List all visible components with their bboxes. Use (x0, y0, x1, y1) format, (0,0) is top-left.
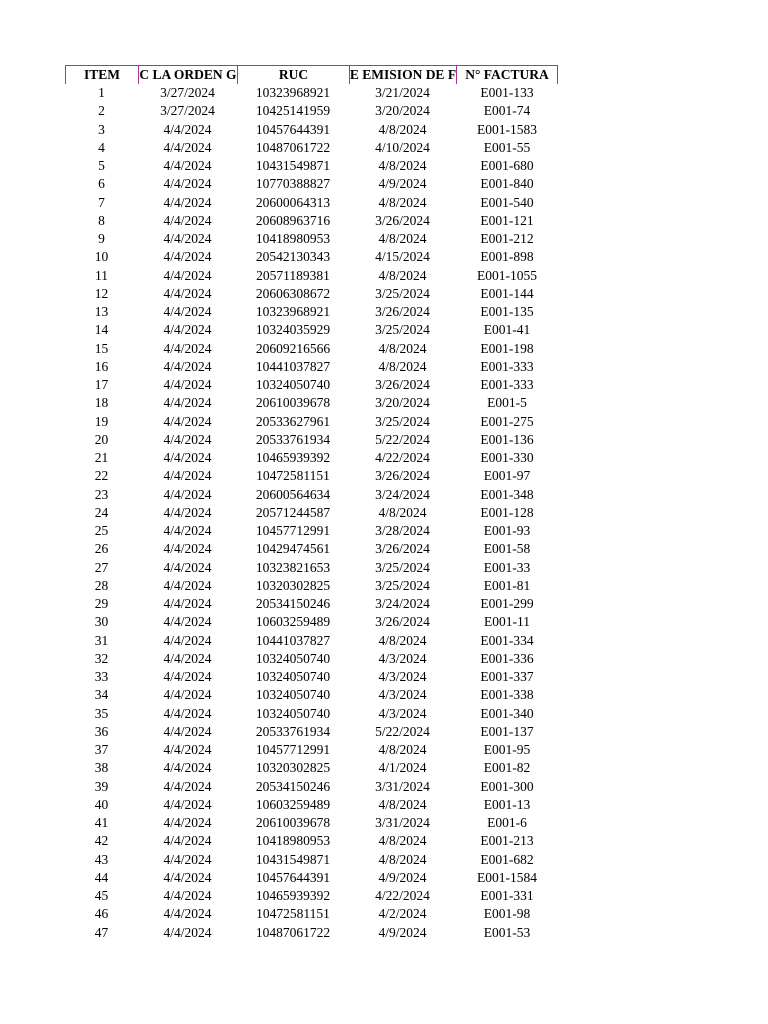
cell-order-date: 4/4/2024 (163, 687, 212, 703)
table-row (65, 759, 558, 777)
cell-order-date: 4/4/2024 (163, 523, 212, 538)
table-row (65, 741, 558, 759)
cell-issue-date: 4/22/2024 (375, 450, 430, 465)
cell-item: 5 (98, 158, 105, 173)
cell-item: 11 (95, 267, 108, 283)
cell-issue-date: 4/10/2024 (375, 139, 430, 155)
cell-order-date: 4/4/2024 (163, 249, 212, 265)
cell-item: 14 (94, 322, 109, 338)
cell-invoice-number: E001-340 (480, 705, 534, 721)
header-issue-date: E EMISION DE F (349, 67, 456, 82)
table-row (65, 705, 558, 723)
cell-ruc: 10323821653 (255, 559, 331, 575)
cell-order-date: 4/4/2024 (163, 450, 212, 465)
table-row (65, 723, 558, 741)
cell-ruc: 10487061722 (255, 139, 331, 155)
cell-invoice-number: E001-5 (487, 395, 527, 411)
cell-issue-date: 4/1/2024 (378, 760, 427, 776)
cell-item: 4 (98, 139, 105, 155)
cell-order-date: 4/4/2024 (163, 650, 212, 666)
cell-order-date: 4/4/2024 (163, 723, 212, 739)
cell-ruc: 20533627961 (255, 413, 331, 429)
cell-issue-date: 3/26/2024 (375, 541, 430, 557)
cell-ruc: 10324050740 (255, 650, 331, 666)
cell-ruc: 10487061722 (255, 924, 331, 940)
cell-invoice-number: E001-58 (483, 541, 531, 557)
table-row (65, 431, 558, 449)
table-row (65, 449, 558, 467)
cell-item: 34 (94, 687, 109, 703)
cell-item: 24 (94, 504, 109, 520)
cell-ruc: 20533761934 (255, 431, 331, 447)
cell-issue-date: 3/26/2024 (375, 468, 430, 484)
cell-ruc: 10324050740 (255, 687, 331, 703)
cell-item: 19 (94, 413, 109, 429)
cell-item: 23 (94, 486, 109, 502)
table-row (65, 632, 558, 650)
cell-item: 28 (94, 577, 109, 593)
cell-ruc: 20542130343 (255, 249, 331, 265)
cell-ruc: 10770388827 (255, 176, 331, 192)
cell-issue-date: 3/21/2024 (375, 85, 430, 100)
cell-invoice-number: E001-6 (487, 815, 527, 830)
cell-order-date: 4/4/2024 (163, 796, 212, 812)
cell-issue-date: 3/25/2024 (375, 559, 430, 575)
cell-item: 47 (94, 924, 109, 940)
table-row (65, 905, 558, 923)
cell-issue-date: 4/9/2024 (378, 869, 427, 885)
table-row (65, 157, 558, 175)
cell-item: 37 (94, 742, 109, 757)
cell-ruc: 20534150246 (255, 778, 331, 794)
cell-issue-date: 3/31/2024 (375, 815, 430, 830)
table-row (65, 540, 558, 558)
cell-item: 7 (98, 194, 105, 210)
table-row (65, 522, 558, 540)
cell-issue-date: 3/20/2024 (375, 103, 430, 119)
cell-ruc: 10457712991 (255, 742, 331, 757)
table-row (65, 668, 558, 686)
cell-order-date: 4/4/2024 (163, 559, 212, 575)
cell-issue-date: 3/25/2024 (375, 577, 430, 593)
cell-ruc: 20609216566 (255, 340, 331, 356)
cell-item: 39 (94, 778, 109, 794)
cell-invoice-number: E001-348 (480, 486, 534, 502)
cell-item: 35 (94, 705, 109, 721)
cell-ruc: 20533761934 (255, 723, 331, 739)
cell-ruc: 10425141959 (255, 103, 331, 119)
cell-item: 10 (94, 249, 109, 265)
cell-invoice-number: E001-33 (483, 559, 531, 575)
cell-item: 30 (94, 614, 109, 630)
cell-item: 40 (94, 796, 109, 812)
cell-item: 26 (94, 541, 109, 557)
cell-item: 41 (94, 815, 109, 830)
cell-order-date: 4/4/2024 (163, 139, 212, 155)
cell-order-date: 4/4/2024 (163, 377, 212, 392)
cell-invoice-number: E001-338 (480, 687, 534, 703)
cell-ruc: 20534150246 (255, 596, 331, 611)
cell-issue-date: 4/9/2024 (378, 176, 427, 192)
cell-order-date: 4/4/2024 (163, 833, 212, 849)
cell-ruc: 10324035929 (255, 322, 331, 338)
table-row (65, 796, 558, 814)
cell-item: 25 (94, 523, 109, 538)
cell-ruc: 20610039678 (255, 395, 331, 411)
cell-invoice-number: E001-133 (480, 85, 534, 100)
cell-invoice-number: E001-137 (480, 723, 534, 739)
cell-invoice-number: E001-128 (480, 504, 534, 520)
cell-issue-date: 4/15/2024 (375, 249, 430, 265)
cell-issue-date: 3/26/2024 (375, 377, 430, 392)
table-row (65, 613, 558, 631)
cell-invoice-number: E001-1055 (477, 267, 537, 283)
cell-issue-date: 4/8/2024 (378, 796, 427, 812)
cell-order-date: 4/4/2024 (163, 541, 212, 557)
cell-invoice-number: E001-41 (483, 322, 531, 338)
table-row (65, 248, 558, 266)
cell-invoice-number: E001-331 (480, 888, 534, 903)
cell-item: 46 (94, 906, 109, 922)
cell-invoice-number: E001-898 (480, 249, 534, 265)
table-row (65, 303, 558, 321)
cell-order-date: 4/4/2024 (163, 358, 212, 374)
table-row (65, 121, 558, 139)
table-row (65, 84, 558, 102)
cell-invoice-number: E001-840 (480, 176, 534, 192)
cell-invoice-number: E001-299 (480, 596, 534, 611)
cell-invoice-number: E001-275 (480, 413, 534, 429)
cell-invoice-number: E001-53 (483, 924, 531, 940)
cell-order-date: 4/4/2024 (163, 212, 212, 228)
cell-issue-date: 4/8/2024 (378, 194, 427, 210)
cell-issue-date: 4/8/2024 (378, 231, 427, 246)
cell-item: 36 (94, 723, 109, 739)
table-row (65, 267, 558, 285)
cell-issue-date: 4/3/2024 (378, 705, 427, 721)
cell-invoice-number: E001-13 (483, 796, 531, 812)
cell-issue-date: 3/26/2024 (375, 304, 430, 319)
cell-invoice-number: E001-333 (480, 358, 534, 374)
cell-order-date: 4/4/2024 (163, 413, 212, 429)
table-row (65, 887, 558, 905)
cell-ruc: 10418980953 (255, 833, 331, 849)
cell-item: 12 (94, 285, 109, 301)
cell-ruc: 20608963716 (255, 212, 331, 228)
cell-order-date: 4/4/2024 (163, 395, 212, 411)
cell-order-date: 4/4/2024 (163, 869, 212, 885)
cell-item: 1 (98, 85, 105, 100)
cell-invoice-number: E001-98 (483, 906, 531, 922)
cell-item: 38 (94, 760, 109, 776)
cell-order-date: 4/4/2024 (163, 285, 212, 301)
table-row (65, 577, 558, 595)
cell-order-date: 4/4/2024 (163, 760, 212, 776)
header-order-date: C LA ORDEN G (139, 67, 237, 82)
invoice-table (65, 65, 558, 942)
table-row (65, 321, 558, 339)
cell-ruc: 20610039678 (255, 815, 331, 830)
cell-item: 44 (94, 869, 109, 885)
cell-order-date: 4/4/2024 (163, 614, 212, 630)
cell-invoice-number: E001-136 (480, 431, 534, 447)
cell-order-date: 4/4/2024 (163, 176, 212, 192)
cell-ruc: 10324050740 (255, 377, 331, 392)
table-row (65, 814, 558, 832)
cell-invoice-number: E001-198 (480, 340, 534, 356)
cell-invoice-number: E001-74 (483, 103, 531, 119)
cell-item: 42 (94, 833, 109, 849)
cell-ruc: 10320302825 (255, 760, 331, 776)
cell-issue-date: 4/8/2024 (378, 158, 427, 173)
table-row (65, 851, 558, 869)
table-row (65, 175, 558, 193)
header-invoice-number: N° FACTURA (456, 66, 558, 84)
table-row (65, 139, 558, 157)
cell-item: 45 (94, 888, 109, 903)
cell-item: 27 (94, 559, 109, 575)
cell-ruc: 10431549871 (255, 851, 331, 867)
cell-issue-date: 5/22/2024 (375, 723, 430, 739)
table-row (65, 376, 558, 394)
cell-issue-date: 3/26/2024 (375, 614, 430, 630)
cell-item: 9 (98, 231, 105, 246)
cell-ruc: 10603259489 (255, 796, 331, 812)
table-row (65, 504, 558, 522)
table-row (65, 595, 558, 613)
table-row (65, 869, 558, 887)
cell-invoice-number: E001-212 (480, 231, 534, 246)
cell-invoice-number: E001-121 (480, 212, 534, 228)
cell-invoice-number: E001-682 (480, 851, 534, 867)
cell-order-date: 4/4/2024 (163, 468, 212, 484)
cell-order-date: 3/27/2024 (160, 85, 215, 100)
cell-item: 20 (94, 431, 109, 447)
cell-order-date: 4/4/2024 (163, 231, 212, 246)
table-row (65, 413, 558, 431)
cell-issue-date: 4/8/2024 (378, 121, 427, 137)
cell-invoice-number: E001-81 (483, 577, 531, 593)
table-row (65, 102, 558, 120)
cell-issue-date: 4/8/2024 (378, 358, 427, 374)
cell-issue-date: 3/24/2024 (375, 486, 430, 502)
cell-invoice-number: E001-337 (480, 669, 534, 684)
cell-issue-date: 4/22/2024 (375, 888, 430, 903)
cell-order-date: 4/4/2024 (163, 577, 212, 593)
cell-ruc: 10603259489 (255, 614, 331, 630)
cell-ruc: 10465939392 (255, 450, 331, 465)
cell-order-date: 4/4/2024 (163, 267, 212, 283)
cell-issue-date: 4/3/2024 (378, 687, 427, 703)
cell-order-date: 4/4/2024 (163, 924, 212, 940)
cell-order-date: 4/4/2024 (163, 121, 212, 137)
cell-issue-date: 4/3/2024 (378, 650, 427, 666)
cell-order-date: 4/4/2024 (163, 596, 212, 611)
cell-ruc: 20571244587 (255, 504, 331, 520)
cell-ruc: 20606308672 (255, 285, 331, 301)
cell-ruc: 10418980953 (255, 231, 331, 246)
cell-invoice-number: E001-334 (480, 632, 534, 648)
cell-ruc: 10465939392 (255, 888, 331, 903)
cell-issue-date: 3/24/2024 (375, 596, 430, 611)
table-row (65, 358, 558, 376)
table-row (65, 194, 558, 212)
cell-ruc: 10324050740 (255, 669, 331, 684)
cell-issue-date: 4/2/2024 (378, 906, 427, 922)
cell-item: 21 (94, 450, 109, 465)
cell-item: 29 (94, 596, 109, 611)
cell-order-date: 4/4/2024 (163, 778, 212, 794)
cell-issue-date: 3/25/2024 (375, 322, 430, 338)
table-row (65, 778, 558, 796)
cell-ruc: 10324050740 (255, 705, 331, 721)
cell-invoice-number: E001-97 (483, 468, 531, 484)
cell-item: 31 (94, 632, 109, 648)
cell-issue-date: 3/25/2024 (375, 285, 430, 301)
cell-item: 32 (94, 650, 109, 666)
cell-invoice-number: E001-333 (480, 377, 534, 392)
cell-item: 2 (98, 103, 105, 119)
table-row (65, 467, 558, 485)
cell-invoice-number: E001-540 (480, 194, 534, 210)
table-row (65, 212, 558, 230)
cell-item: 43 (94, 851, 109, 867)
cell-ruc: 10457644391 (255, 121, 331, 137)
cell-order-date: 4/4/2024 (163, 669, 212, 684)
cell-invoice-number: E001-55 (483, 139, 531, 155)
cell-order-date: 4/4/2024 (163, 705, 212, 721)
cell-issue-date: 3/26/2024 (375, 212, 430, 228)
cell-ruc: 10429474561 (255, 541, 331, 557)
cell-order-date: 4/4/2024 (163, 431, 212, 447)
cell-ruc: 10431549871 (255, 158, 331, 173)
cell-order-date: 4/4/2024 (163, 742, 212, 757)
cell-ruc: 10323968921 (255, 85, 331, 100)
cell-invoice-number: E001-95 (483, 742, 531, 757)
cell-issue-date: 4/8/2024 (378, 742, 427, 757)
cell-order-date: 4/4/2024 (163, 851, 212, 867)
cell-order-date: 4/4/2024 (163, 486, 212, 502)
cell-issue-date: 4/8/2024 (378, 833, 427, 849)
cell-ruc: 10472581151 (256, 906, 330, 922)
cell-ruc: 20600064313 (255, 194, 331, 210)
cell-order-date: 4/4/2024 (163, 504, 212, 520)
cell-item: 16 (94, 358, 109, 374)
cell-order-date: 4/4/2024 (163, 194, 212, 210)
cell-issue-date: 3/25/2024 (375, 413, 430, 429)
cell-ruc: 10441037827 (255, 358, 331, 374)
cell-order-date: 4/4/2024 (163, 340, 212, 356)
table-row (65, 340, 558, 358)
cell-issue-date: 4/8/2024 (378, 851, 427, 867)
cell-ruc: 10457712991 (255, 523, 331, 538)
cell-invoice-number: E001-144 (480, 285, 534, 301)
cell-order-date: 4/4/2024 (163, 906, 212, 922)
cell-item: 22 (94, 468, 109, 484)
cell-invoice-number: E001-1583 (477, 121, 537, 137)
cell-invoice-number: E001-93 (483, 523, 531, 538)
cell-item: 33 (94, 669, 109, 684)
cell-invoice-number: E001-680 (480, 158, 534, 173)
cell-ruc: 10320302825 (255, 577, 331, 593)
cell-issue-date: 4/3/2024 (378, 669, 427, 684)
cell-issue-date: 3/31/2024 (375, 778, 430, 794)
table-row (65, 486, 558, 504)
cell-ruc: 10441037827 (255, 632, 331, 648)
cell-order-date: 4/4/2024 (163, 632, 212, 648)
cell-invoice-number: E001-330 (480, 450, 534, 465)
cell-item: 13 (94, 304, 109, 319)
cell-item: 17 (94, 377, 109, 392)
cell-item: 3 (98, 121, 105, 137)
cell-issue-date: 4/8/2024 (378, 340, 427, 356)
cell-order-date: 4/4/2024 (163, 815, 212, 830)
cell-issue-date: 4/8/2024 (378, 267, 427, 283)
cell-order-date: 4/4/2024 (163, 888, 212, 903)
table-row (65, 559, 558, 577)
cell-order-date: 4/4/2024 (163, 304, 212, 319)
cell-item: 8 (98, 212, 105, 228)
cell-issue-date: 4/8/2024 (378, 504, 427, 520)
cell-order-date: 4/4/2024 (163, 158, 212, 173)
cell-issue-date: 4/9/2024 (378, 924, 427, 940)
cell-invoice-number: E001-336 (480, 650, 534, 666)
cell-ruc: 20571189381 (256, 267, 330, 283)
cell-invoice-number: E001-82 (483, 760, 531, 776)
cell-invoice-number: E001-213 (480, 833, 534, 849)
cell-item: 6 (98, 176, 105, 192)
cell-item: 18 (94, 395, 109, 411)
cell-invoice-number: E001-1584 (477, 869, 537, 885)
cell-invoice-number: E001-300 (480, 778, 534, 794)
cell-invoice-number: E001-135 (480, 304, 534, 319)
table-row (65, 394, 558, 412)
cell-issue-date: 3/20/2024 (375, 395, 430, 411)
table-row (65, 230, 558, 248)
cell-item: 15 (94, 340, 109, 356)
cell-order-date: 4/4/2024 (163, 322, 212, 338)
cell-ruc: 10323968921 (255, 304, 331, 319)
header-item: ITEM (65, 66, 138, 84)
table-row (65, 686, 558, 704)
table-row (65, 285, 558, 303)
table-row (65, 924, 558, 942)
cell-issue-date: 5/22/2024 (375, 431, 430, 447)
header-ruc: RUC (237, 66, 349, 84)
cell-ruc: 10457644391 (255, 869, 331, 885)
cell-invoice-number: E001-11 (484, 614, 530, 630)
cell-ruc: 20600564634 (255, 486, 331, 502)
header-row (65, 65, 558, 84)
table-row (65, 650, 558, 668)
cell-issue-date: 3/28/2024 (375, 523, 430, 538)
cell-ruc: 10472581151 (256, 468, 330, 484)
cell-order-date: 3/27/2024 (160, 103, 215, 119)
table-row (65, 832, 558, 850)
cell-issue-date: 4/8/2024 (378, 632, 427, 648)
table-body (65, 84, 558, 942)
